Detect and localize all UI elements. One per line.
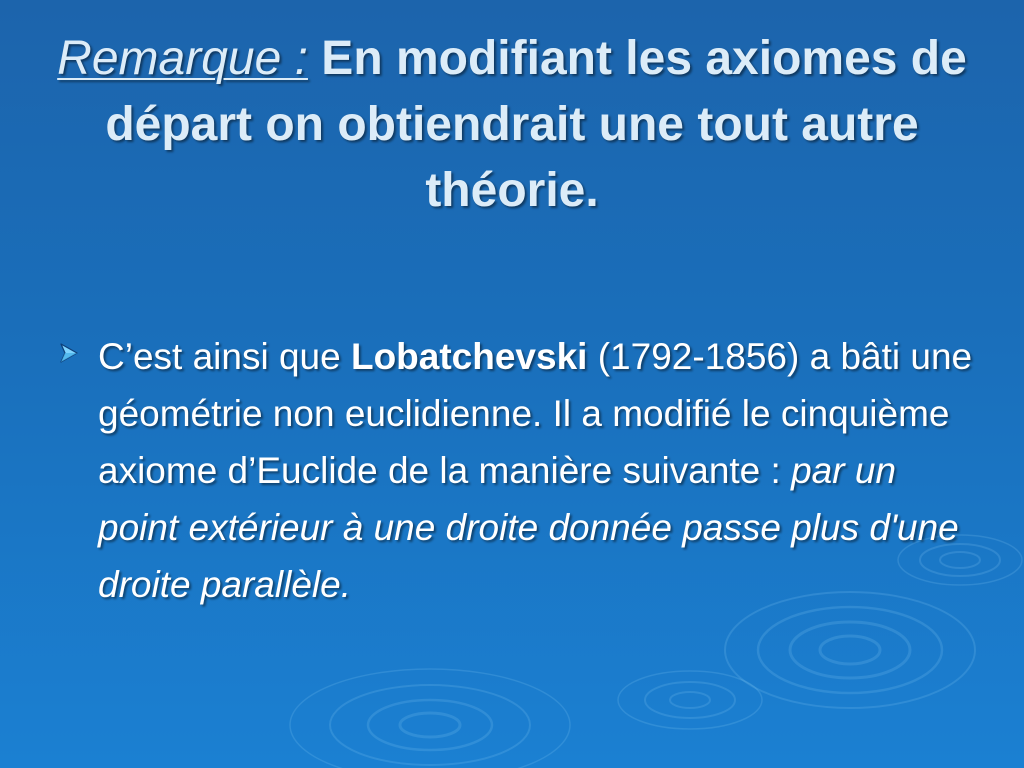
remark-label: Remarque : [57, 32, 308, 85]
bullet-text [98, 328, 978, 613]
bullet-text-intro: C’est ainsi que [98, 336, 351, 377]
arrow-bullet-icon [58, 328, 98, 369]
mathematician-name: Lobatchevski [350, 336, 588, 377]
title-text: En modifiant les axiomes de départ on obtiendrait une tout autre théorie. [105, 32, 967, 217]
axiom-quote: par un point extérieur à une droite donnée passe plus d'une droite parallèle. [98, 450, 959, 605]
bullet-item [58, 328, 978, 613]
slide-title [40, 26, 984, 224]
bullet-text-body: (1792-1856) a bâti une géométrie non euclidienne. Il a modifié le cinquième axiome d’Euclide de la manière suivante : [98, 336, 973, 491]
